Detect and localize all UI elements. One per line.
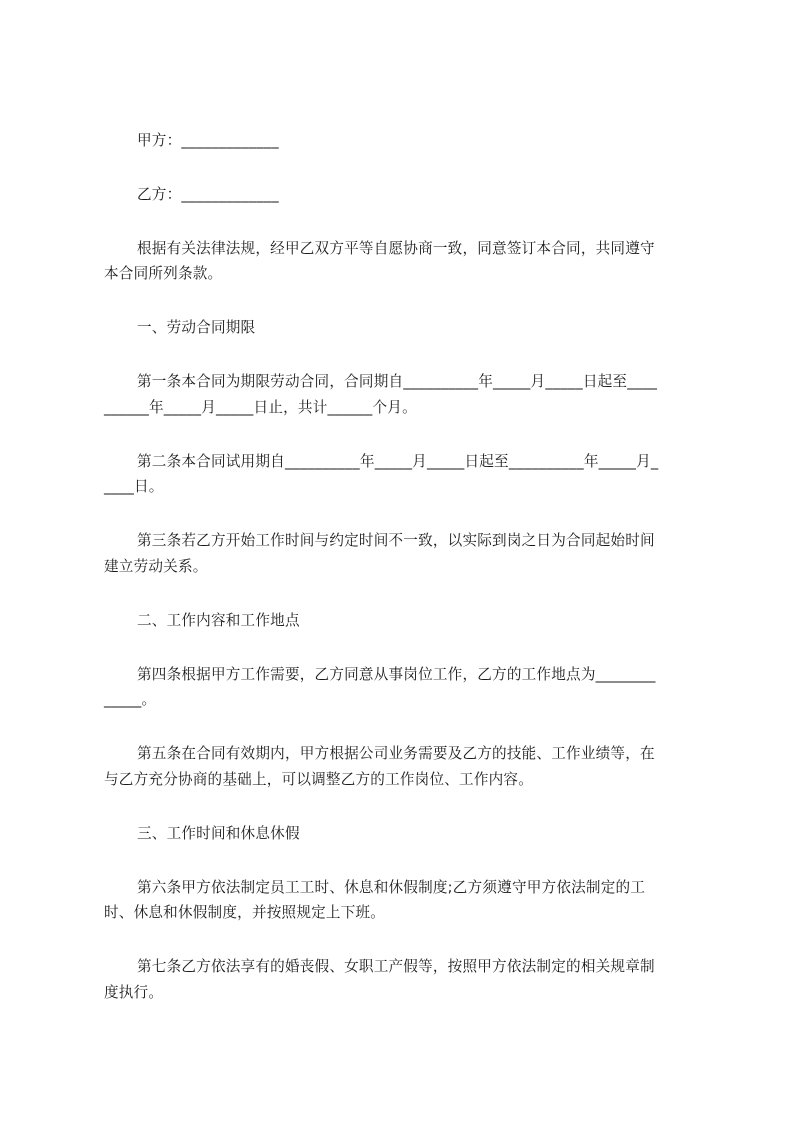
article-4-line-2: _____。 bbox=[104, 691, 157, 708]
article-7-line-1: 第七条乙方依法享有的婚丧假、女职工产假等，按照甲方依法制定的相关规章制 bbox=[137, 958, 655, 975]
article-5-line-1: 第五条在合同有效期内，甲方根据公司业务需要及乙方的技能、工作业绩等，在 bbox=[137, 745, 655, 762]
article-2-line-1: 第二条本合同试用期自__________年_____月_____日起至__________年_____月_ bbox=[137, 453, 659, 470]
party-a-line: 甲方：_____________ bbox=[137, 132, 279, 149]
article-3-line-2: 建立劳动关系。 bbox=[104, 558, 208, 575]
party-b-line: 乙方：_____________ bbox=[137, 186, 279, 203]
intro-paragraph-line-2: 本合同所列条款。 bbox=[104, 265, 223, 282]
article-5-line-2: 与乙方充分协商的基础上，可以调整乙方的工作岗位、工作内容。 bbox=[104, 771, 534, 788]
article-6-line-1: 第六条甲方依法制定员工工时、休息和休假制度;乙方须遵守甲方依法制定的工 bbox=[137, 879, 646, 896]
section-heading-work: 二、工作内容和工作地点 bbox=[137, 612, 300, 629]
section-heading-hours: 三、工作时间和休息休假 bbox=[137, 825, 300, 842]
article-6-line-2: 时、休息和休假制度，并按照规定上下班。 bbox=[104, 904, 386, 921]
article-1-line-2: ______年_____月_____日止，共计______个月。 bbox=[104, 399, 417, 416]
intro-paragraph-line-1: 根据有关法律法规，经甲乙双方平等自愿协商一致，同意签订本合同，共同遵守 bbox=[137, 240, 655, 257]
article-3-line-1: 第三条若乙方开始工作时间与约定时间不一致，以实际到岗之日为合同起始时间 bbox=[137, 532, 655, 549]
article-7-line-2: 度执行。 bbox=[104, 984, 164, 1001]
article-4-line-1: 第四条根据甲方工作需要，乙方同意从事岗位工作，乙方的工作地点为________ bbox=[137, 666, 656, 683]
article-1-line-1: 第一条本合同为期限劳动合同，合同期自__________年_____月_____日起至____ bbox=[137, 373, 658, 390]
section-heading-term: 一、劳动合同期限 bbox=[137, 319, 256, 336]
article-2-line-2: ____日。 bbox=[104, 478, 164, 495]
